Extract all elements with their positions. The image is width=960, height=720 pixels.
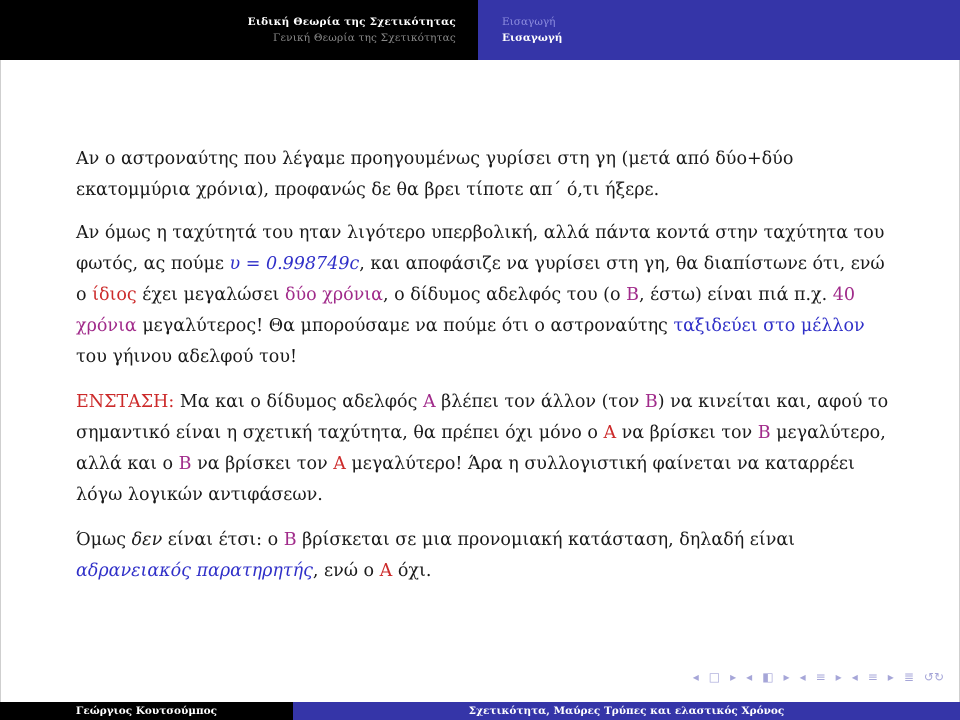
highlight-forty-years: 40 χρόνια bbox=[76, 285, 856, 336]
twin-a-label: Α bbox=[422, 392, 436, 412]
document-icon[interactable]: ≡ bbox=[867, 670, 878, 684]
paragraph-objection: ΕΝΣΤΑΣΗ: Μα και ο δίδυμος αδελφός Α βλέπει τον άλλον (τον Β) να κινείται και, αφού το σημαντικό είναι η σχετική ταχύτητα, θα πρέπει όχι μόνο ο Α να βρίσκει τον Β μεγαλύτερο, αλλά και ο Β να βρίσκει τον Α μεγαλύτερο! Άρα η συλλογιστική φαίνεται να καταρρέει λόγω λογικών αντιφάσεων. bbox=[76, 392, 889, 505]
slide-content bbox=[76, 144, 896, 599]
twin-b-label: Β bbox=[626, 285, 639, 305]
objection-label: ΕΝΣΤΑΣΗ: bbox=[76, 392, 175, 412]
prev-section-icon[interactable]: ◂ bbox=[799, 670, 806, 684]
highlight-two-years: δύο χρόνια bbox=[284, 285, 383, 305]
prev-document-icon[interactable]: ◂ bbox=[851, 670, 858, 684]
section-icon[interactable]: ≡ bbox=[815, 670, 826, 684]
subsection-link-intro-1[interactable]: Εισαγωγή bbox=[502, 16, 556, 28]
twin-a-label: Α bbox=[379, 561, 393, 581]
highlight-inertial-observer: αδρανειακός παρατηρητής bbox=[76, 561, 313, 581]
section-navigation bbox=[0, 0, 478, 60]
prev-frame-icon[interactable]: ◂ bbox=[692, 670, 699, 684]
highlight-self: ίδιος bbox=[92, 285, 137, 305]
search-back-forward-icon[interactable]: ↺↻ bbox=[923, 670, 944, 684]
footer-author: Γεώργιος Κουτσούμπος bbox=[0, 702, 293, 720]
next-document-icon[interactable]: ▸ bbox=[887, 670, 894, 684]
next-section-icon[interactable]: ▸ bbox=[835, 670, 842, 684]
twin-a-label: Α bbox=[603, 423, 617, 443]
section-link-general-relativity[interactable]: Γενική Θεωρία της Σχετικότητας bbox=[273, 32, 456, 44]
twin-b-label: Β bbox=[178, 454, 192, 474]
subsection-link-intro-2[interactable]: Εισαγωγή bbox=[502, 32, 563, 44]
subsection-navigation bbox=[478, 0, 960, 60]
paragraph-return: Αν ο αστροναύτης που λέγαμε προηγουμένως γυρίσει στη γη (μετά από δύο+δύο εκατομμύρια χρόνια), προφανώς δε θα βρει τίποτε απ΄ ό,τι ήξερε. bbox=[76, 149, 794, 200]
twin-b-label: Β bbox=[757, 423, 771, 443]
twin-b-label: Β bbox=[644, 392, 658, 412]
frame-icon[interactable]: □ bbox=[708, 670, 721, 684]
subsection-icon[interactable]: ◧ bbox=[762, 670, 774, 684]
twin-a-label: Α bbox=[333, 454, 346, 474]
slide-header bbox=[0, 0, 960, 60]
paragraph-twin-example: Αν όμως η ταχύτητά του ηταν λιγότερο υπερβολική, αλλά πάντα κοντά στην ταχύτητα του φωτός, ας πούμε υ = 0.998749c, και αποφάσιζε να γυρίσει στη γη, θα διαπίστωνε ότι, ενώ ο ίδιος έχει μεγαλώσει δύο χρόνια, ο δίδυμος αδελφός του (ο Β, έστω) είναι πιά π.χ. 40 χρόνια μεγαλύτερος! Θα μπορούσαμε να πούμε ότι ο αστροναύτης ταξιδεύει στο μέλλον του γήινου αδελφού του! bbox=[76, 223, 885, 367]
highlight-travels-future: ταξιδεύει στο μέλλον bbox=[673, 316, 865, 336]
prev-subsection-icon[interactable]: ◂ bbox=[746, 670, 753, 684]
next-subsection-icon[interactable]: ▸ bbox=[783, 670, 790, 684]
slide-footer bbox=[0, 702, 960, 720]
next-frame-icon[interactable]: ▸ bbox=[730, 670, 737, 684]
paragraph-resolution: Όμως δεν είναι έτσι: ο Β βρίσκεται σε μια προνομιακή κατάσταση, δηλαδή είναι αδρανειακός παρατηρητής, ενώ ο Α όχι. bbox=[76, 530, 796, 581]
footer-title: Σχετικότητα, Μαύρες Τρύπες και ελαστικός Χρόνος bbox=[293, 702, 960, 720]
emphasis-not: δεν bbox=[131, 530, 163, 550]
beamer-navigation-symbols bbox=[693, 668, 944, 686]
align-icon[interactable]: ≣ bbox=[903, 670, 914, 684]
section-link-special-relativity[interactable]: Ειδική Θεωρία της Σχετικότητας bbox=[247, 16, 456, 28]
velocity-formula: υ = 0.998749c bbox=[229, 254, 360, 274]
twin-b-label: Β bbox=[283, 530, 297, 550]
